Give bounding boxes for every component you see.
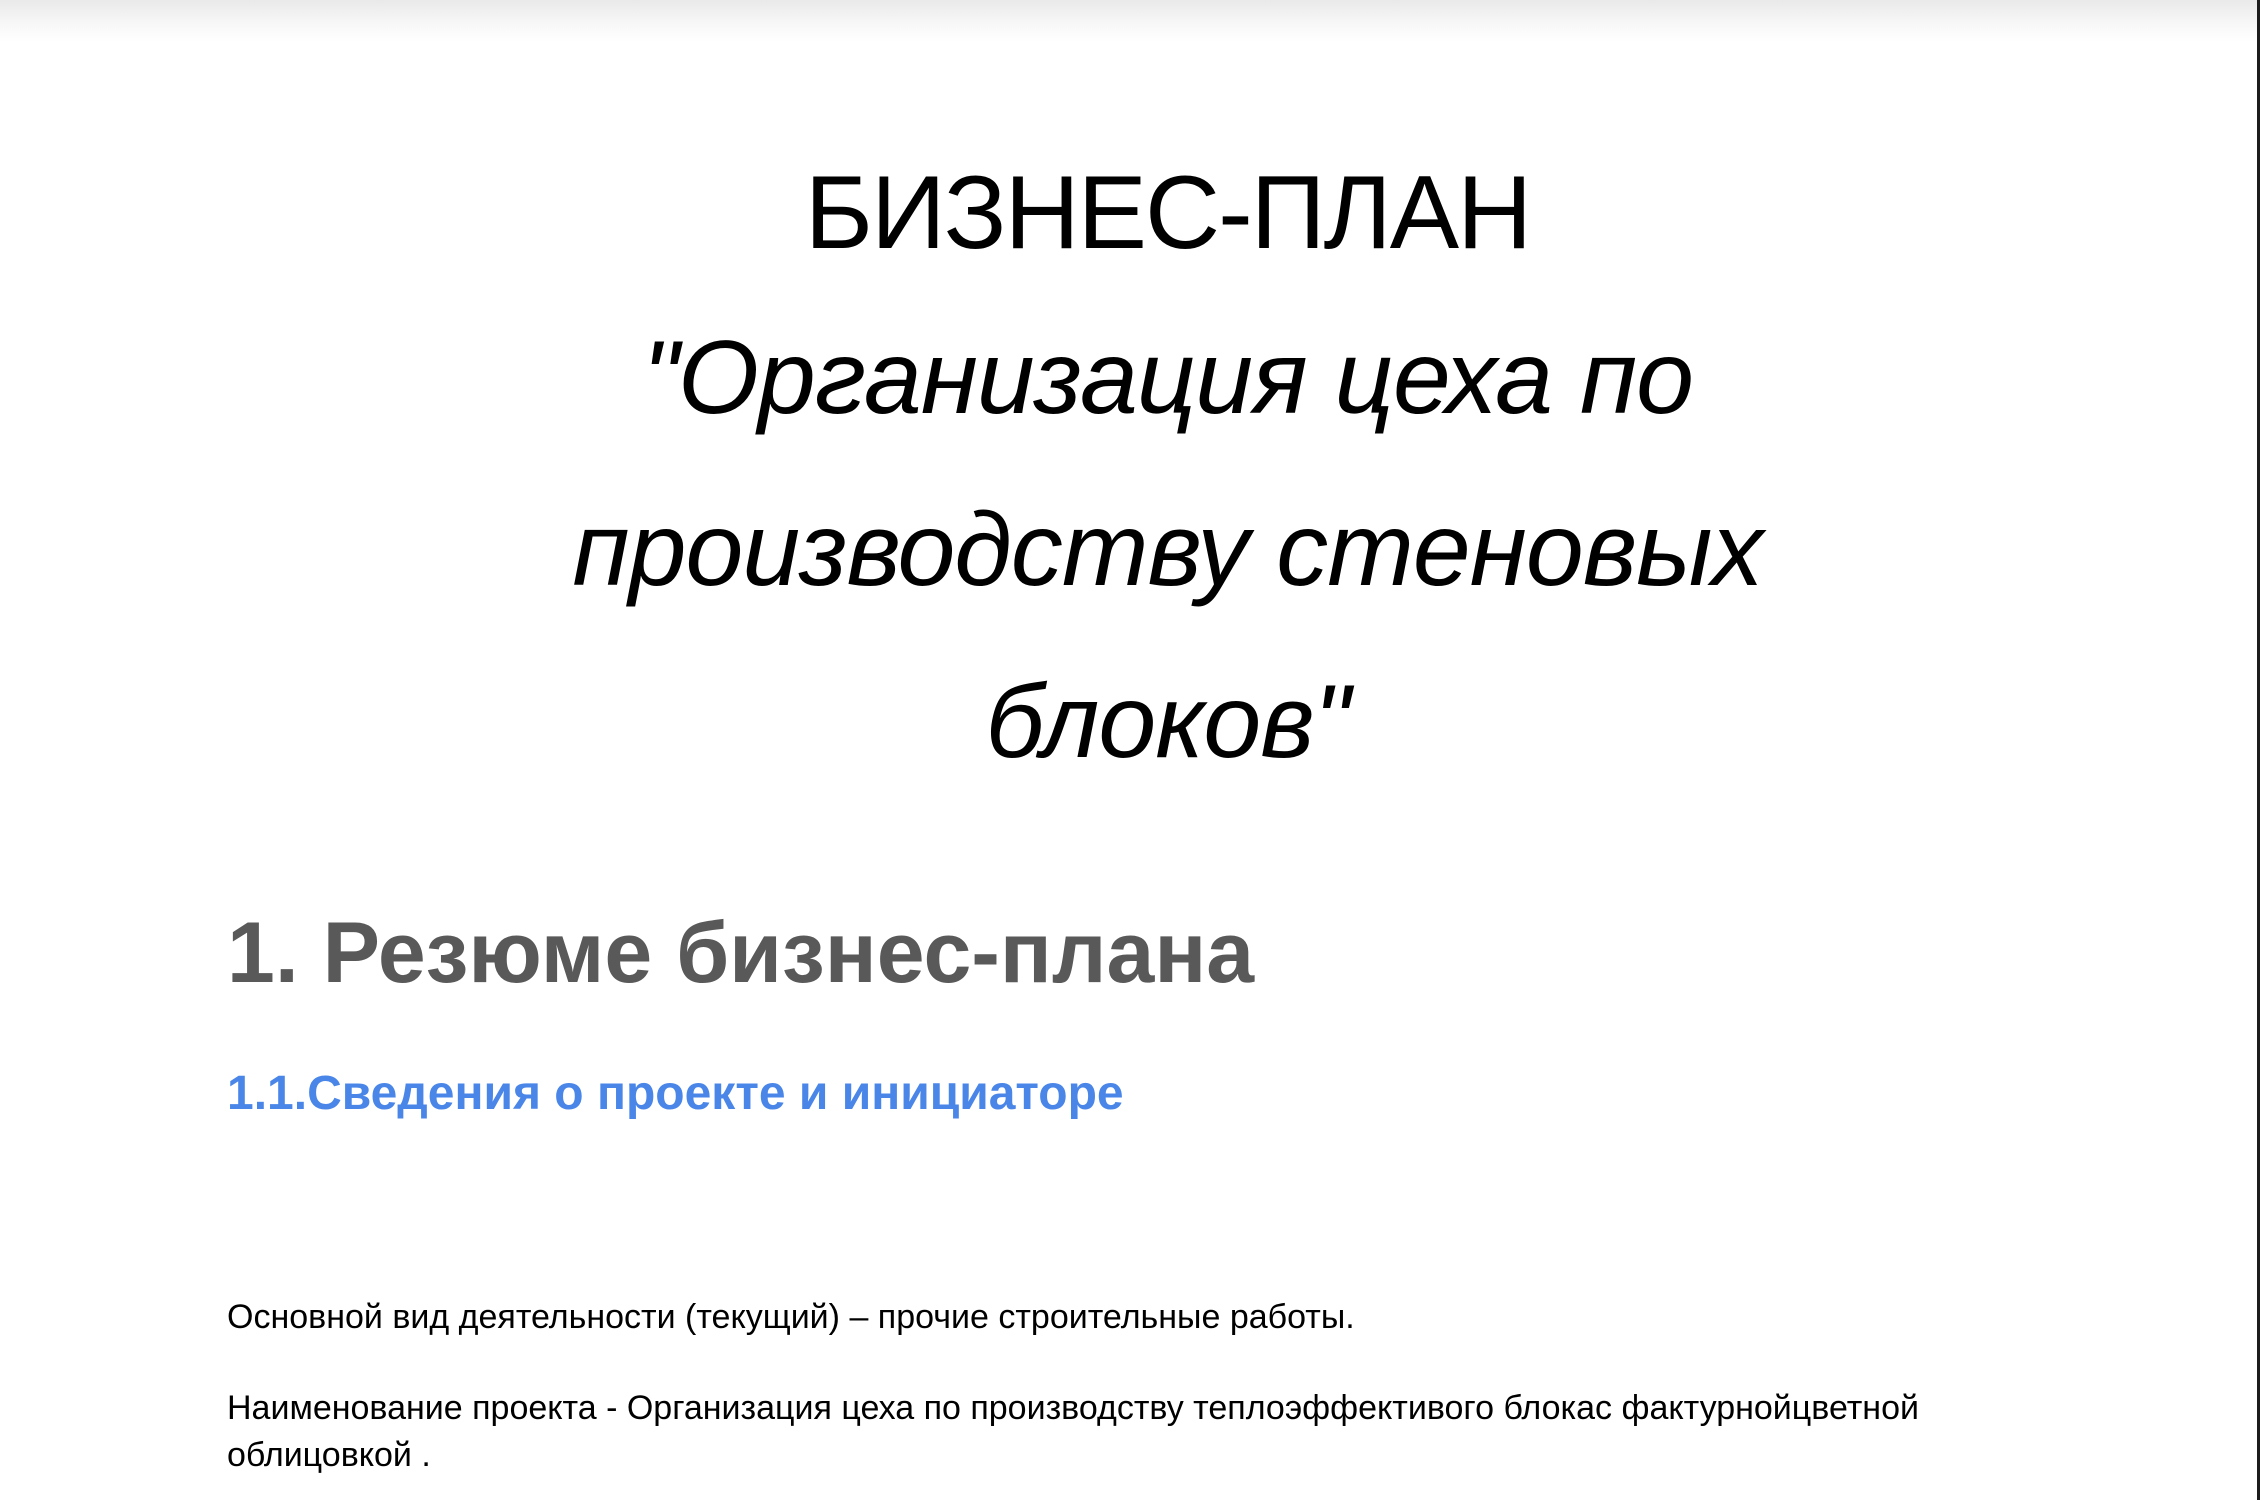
document-title: БИЗНЕС-ПЛАН <box>804 155 1531 271</box>
subtitle-line-1: "Организация цеха по <box>642 320 1693 436</box>
subsection-heading: 1.1.Сведения о проекте и инициаторе <box>227 1067 1124 1120</box>
paragraph-main-activity: Основной вид деятельности (текущий) – прочие строительные работы. <box>227 1298 1355 1336</box>
paragraph-project-name: Наименование проекта - Организация цеха по производству теплоэффективого блокас фактурнойцветной облицовкой . <box>227 1389 1919 1474</box>
document-subtitle <box>227 292 2108 808</box>
subtitle-line-3: блоков" <box>985 664 1350 780</box>
section-heading: 1. Резюме бизнес-плана <box>227 905 1255 1001</box>
subtitle-line-2: производству стеновых <box>572 492 1763 608</box>
